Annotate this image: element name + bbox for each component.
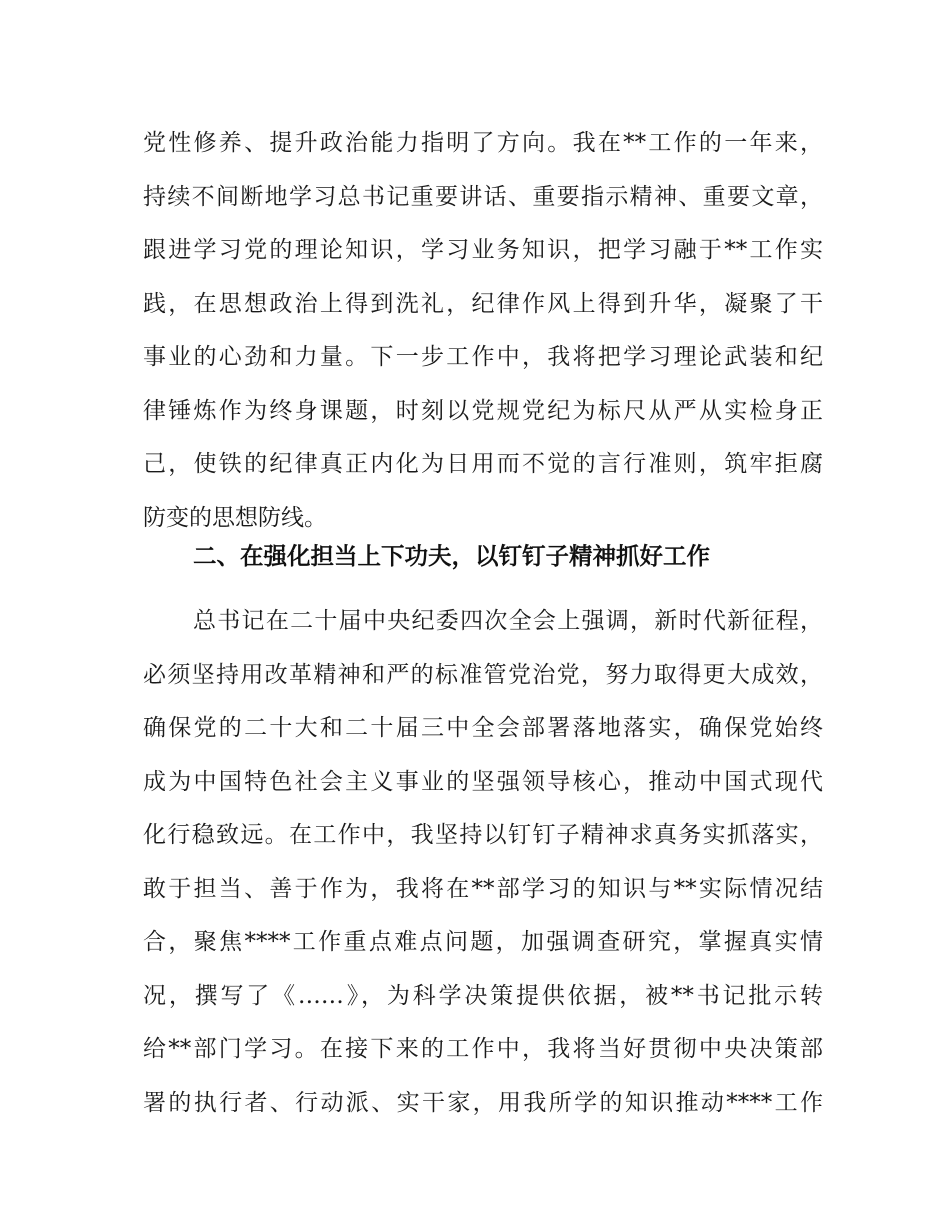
text-line: 事业的心劲和力量。下一步工作中，我将把学习理论武装和纪 — [143, 344, 823, 370]
text-line: 况，撰写了《……》，为科学决策提供依据，被**书记批示转 — [143, 982, 823, 1009]
text-line: 化行稳致远。在工作中，我坚持以钉钉子精神求真务实抓落实， — [143, 822, 823, 848]
text-line: 给**部门学习。在接下来的工作中，我将当好贯彻中央决策部 — [143, 1036, 823, 1062]
text-line: 持续不间断地学习总书记重要讲话、重要指示精神、重要文章， — [143, 183, 823, 210]
paragraph-party-discipline — [143, 117, 823, 545]
text-line: 践，在思想政治上得到洗礼，纪律作风上得到升华，凝聚了干 — [143, 290, 823, 317]
section-heading: 二、在强化担当上下功夫，以钉钉子精神抓好工作 — [193, 542, 710, 570]
text-line: 合，聚焦****工作重点难点问题，加强调查研究，掌握真实情 — [143, 929, 823, 955]
text-line: 党性修养、提升政治能力指明了方向。我在**工作的一年来， — [143, 130, 823, 156]
text-line: 防变的思想防线。 — [143, 504, 327, 531]
text-line: 总书记在二十届中央纪委四次全会上强调，新时代新征程， — [193, 608, 823, 634]
text-line: 己，使铁的纪律真正内化为日用而不觉的言行准则，筑牢拒腐 — [143, 451, 823, 477]
text-line: 敢于担当、善于作为，我将在**部学习的知识与**实际情况结 — [143, 875, 823, 902]
text-line: 跟进学习党的理论知识，学习业务知识，把学习融于**工作实 — [143, 237, 823, 263]
paragraph-responsibility — [143, 595, 823, 1130]
text-line: 必须坚持用改革精神和严的标准管党治党，努力取得更大成效， — [143, 661, 823, 688]
text-line: 律锤炼作为终身课题，时刻以党规党纪为标尺从严从实检身正 — [143, 397, 823, 424]
text-line: 确保党的二十大和二十届三中全会部署落地落实，确保党始终 — [143, 715, 823, 741]
text-line: 署的执行者、行动派、实干家，用我所学的知识推动****工作 — [143, 1089, 823, 1116]
text-line: 成为中国特色社会主义事业的坚强领导核心，推动中国式现代 — [143, 768, 823, 795]
